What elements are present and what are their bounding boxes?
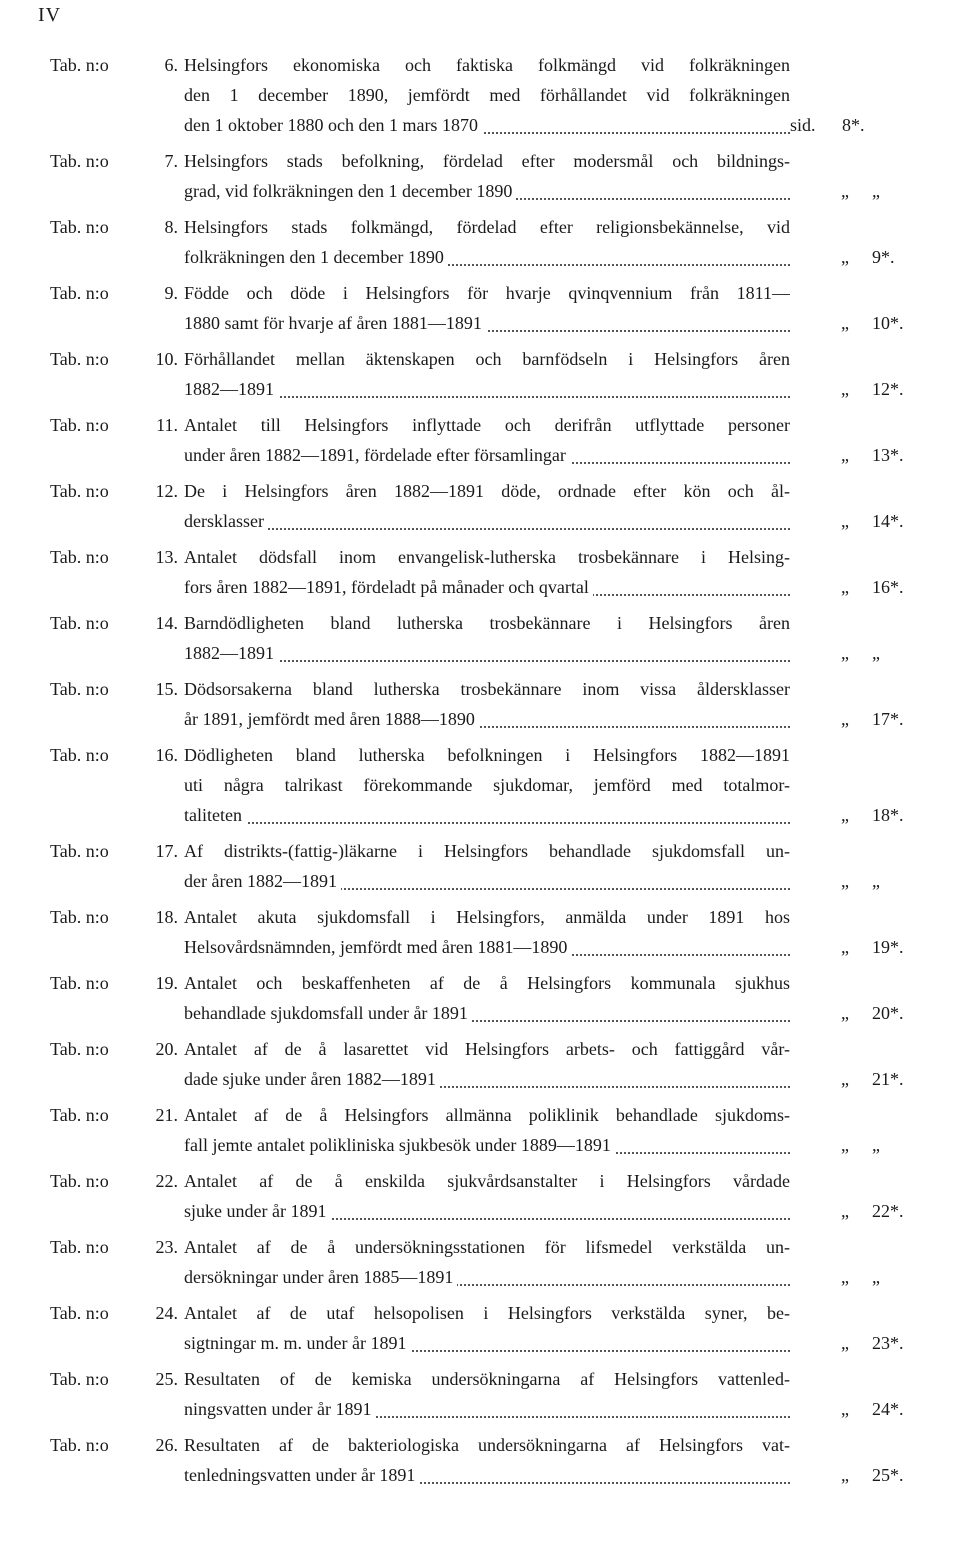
page-reference [790, 998, 930, 1028]
page-ref-number: „ [872, 643, 880, 663]
table-label [50, 50, 180, 80]
description-line: Antalet och beskaffenheten af de å Helsingfors kommunala sjukhus [184, 973, 790, 993]
table-description [184, 902, 790, 962]
toc-entry [50, 902, 930, 962]
table-number: 6. [164, 55, 178, 75]
table-number: 15. [155, 679, 178, 699]
description-line [184, 1196, 790, 1226]
page-ref-number: 18*. [872, 805, 904, 825]
description-text: fors åren 1882—1891, fördeladt på månader och qvartal [184, 577, 593, 597]
description-line [184, 998, 790, 1028]
toc-entry [50, 1100, 930, 1160]
description-text: sigtningar m. m. under år 1891 [184, 1333, 410, 1353]
table-label-prefix: Tab. n:o [50, 841, 109, 861]
table-description [184, 1100, 790, 1160]
toc-entry [50, 1298, 930, 1358]
table-label [50, 278, 180, 308]
table-of-contents [50, 50, 930, 1496]
page-reference [790, 932, 930, 962]
description-text: den 1 oktober 1880 och den 1 mars 1870 [184, 115, 482, 135]
table-label-prefix: Tab. n:o [50, 613, 109, 633]
table-label [50, 608, 180, 638]
table-label [50, 1232, 180, 1262]
table-label [50, 1034, 180, 1064]
description-line: Helsingfors stads folkmängd, fördelad efter religionsbekännelse, vid [184, 217, 790, 237]
toc-entry [50, 278, 930, 338]
description-line: Dödligheten bland lutherska befolkningen i Helsingfors 1882—1891 [184, 745, 790, 765]
table-label [50, 1430, 180, 1460]
table-label [50, 212, 180, 242]
table-description [184, 50, 790, 140]
table-label-prefix: Tab. n:o [50, 1303, 109, 1323]
description-text: der åren 1882—1891 [184, 871, 341, 891]
table-number: 11. [156, 415, 178, 435]
ditto-mark: „ [841, 1267, 849, 1287]
toc-entry [50, 674, 930, 734]
toc-entry [50, 1232, 930, 1292]
description-text: 1880 samt för hvarje af åren 1881—1891 [184, 313, 486, 333]
table-description [184, 1232, 790, 1292]
table-number: 17. [155, 841, 178, 861]
table-description [184, 740, 790, 830]
ditto-mark: „ [841, 1201, 849, 1221]
description-line [184, 638, 790, 668]
description-line: uti några talrikast förekommande sjukdomar, jemförd med totalmor- [184, 775, 790, 795]
table-label-prefix: Tab. n:o [50, 1237, 109, 1257]
table-label-prefix: Tab. n:o [50, 907, 109, 927]
table-label-prefix: Tab. n:o [50, 349, 109, 369]
description-text: under åren 1882—1891, fördelade efter församlingar [184, 445, 570, 465]
page-reference [790, 1064, 930, 1094]
table-number: 23. [155, 1237, 178, 1257]
table-description [184, 1298, 790, 1358]
page-ref-number: 8*. [842, 115, 865, 135]
table-description [184, 1034, 790, 1094]
toc-entry [50, 740, 930, 830]
description-line [184, 1064, 790, 1094]
table-label-prefix: Tab. n:o [50, 547, 109, 567]
table-label [50, 542, 180, 572]
page-ref-number: 9*. [872, 247, 895, 267]
description-line [184, 932, 790, 962]
page-ref-number: 22*. [872, 1201, 904, 1221]
description-text: tenledningsvatten under år 1891 [184, 1465, 419, 1485]
toc-entry [50, 50, 930, 140]
table-number: 14. [155, 613, 178, 633]
page-reference [790, 866, 930, 896]
table-label-prefix: Tab. n:o [50, 1369, 109, 1389]
description-line [184, 308, 790, 338]
page-ref-number: 12*. [872, 379, 904, 399]
page-ref-number: 23*. [872, 1333, 904, 1353]
description-text: grad, vid folkräkningen den 1 december 1890 [184, 181, 516, 201]
table-label-prefix: Tab. n:o [50, 679, 109, 699]
description-line: Barndödligheten bland lutherska trosbekännare i Helsingfors åren [184, 613, 790, 633]
table-label-prefix: Tab. n:o [50, 283, 109, 303]
table-number: 21. [155, 1105, 178, 1125]
description-text: dade sjuke under åren 1882—1891 [184, 1069, 440, 1089]
table-number: 18. [155, 907, 178, 927]
description-text: dersklasser [184, 511, 268, 531]
description-line [184, 440, 790, 470]
toc-entry [50, 1034, 930, 1094]
description-line: Födde och döde i Helsingfors för hvarje qvinqvennium från 1811— [184, 283, 790, 303]
toc-entry [50, 1364, 930, 1424]
table-description [184, 476, 790, 536]
ditto-mark: „ [841, 379, 849, 399]
ditto-mark: „ [841, 445, 849, 465]
table-description [184, 1166, 790, 1226]
ditto-mark: „ [841, 643, 849, 663]
ditto-mark: „ [841, 1135, 849, 1155]
table-label-prefix: Tab. n:o [50, 415, 109, 435]
table-label [50, 836, 180, 866]
description-text: 1882—1891 [184, 643, 278, 663]
ditto-mark: „ [841, 1465, 849, 1485]
description-line [184, 242, 790, 272]
description-text: sjuke under år 1891 [184, 1201, 330, 1221]
table-label [50, 674, 180, 704]
table-label [50, 1298, 180, 1328]
table-label [50, 344, 180, 374]
table-description [184, 212, 790, 272]
page-ref-number: „ [872, 1267, 880, 1287]
description-line [184, 1130, 790, 1160]
table-number: 26. [155, 1435, 178, 1455]
table-number: 25. [155, 1369, 178, 1389]
ditto-mark: „ [841, 181, 849, 201]
table-label [50, 476, 180, 506]
table-label [50, 146, 180, 176]
table-number: 8. [164, 217, 178, 237]
table-label [50, 1166, 180, 1196]
table-description [184, 146, 790, 206]
dot-leader [184, 822, 790, 824]
page-reference [790, 1460, 930, 1490]
toc-entry [50, 968, 930, 1028]
table-label-prefix: Tab. n:o [50, 1105, 109, 1125]
ditto-mark: „ [841, 247, 849, 267]
description-text: behandlade sjukdomsfall under år 1891 [184, 1003, 472, 1023]
description-line [184, 506, 790, 536]
toc-entry [50, 344, 930, 404]
description-line: Antalet af de å Helsingfors allmänna poliklinik behandlade sjukdoms- [184, 1105, 790, 1125]
page-ref-number: 20*. [872, 1003, 904, 1023]
description-line [184, 1394, 790, 1424]
table-label-prefix: Tab. n:o [50, 973, 109, 993]
description-line [184, 866, 790, 896]
ditto-mark: „ [841, 1333, 849, 1353]
page-reference [790, 800, 930, 830]
description-text: dersökningar under åren 1885—1891 [184, 1267, 457, 1287]
page-reference [790, 242, 930, 272]
table-label-prefix: Tab. n:o [50, 217, 109, 237]
description-line: Antalet dödsfall inom envangelisk-lutherska trosbekännare i Helsing- [184, 547, 790, 567]
page-ref-number: „ [872, 1135, 880, 1155]
toc-entry [50, 608, 930, 668]
description-line [184, 572, 790, 602]
description-line: De i Helsingfors åren 1882—1891 döde, ordnade efter kön och ål- [184, 481, 790, 501]
table-label-prefix: Tab. n:o [50, 481, 109, 501]
table-number: 7. [164, 151, 178, 171]
description-line: Helsingfors stads befolkning, fördelad efter modersmål och bildnings- [184, 151, 790, 171]
page-reference [790, 176, 930, 206]
toc-entry [50, 476, 930, 536]
table-description [184, 1364, 790, 1424]
page-reference [790, 704, 930, 734]
description-text: folkräkningen den 1 december 1890 [184, 247, 448, 267]
page-reference [790, 1394, 930, 1424]
table-number: 9. [164, 283, 178, 303]
page-reference [790, 440, 930, 470]
table-number: 19. [155, 973, 178, 993]
table-label [50, 740, 180, 770]
table-description [184, 344, 790, 404]
page-reference [790, 506, 930, 536]
page-ref-number: 17*. [872, 709, 904, 729]
ditto-mark: „ [841, 577, 849, 597]
description-line: Antalet till Helsingfors inflyttade och derifrån utflyttade personer [184, 415, 790, 435]
description-line: den 1 december 1890, jemfördt med förhållandet vid folkräkningen [184, 85, 790, 105]
page-reference [790, 572, 930, 602]
description-line: Antalet af de utaf helsopolisen i Helsingfors verkstälda syner, be- [184, 1303, 790, 1323]
description-line [184, 704, 790, 734]
toc-entry [50, 1166, 930, 1226]
table-description [184, 278, 790, 338]
table-label [50, 1364, 180, 1394]
ditto-mark: „ [841, 1069, 849, 1089]
table-label [50, 902, 180, 932]
dot-leader [184, 528, 790, 530]
page-reference [790, 1130, 930, 1160]
toc-entry [50, 410, 930, 470]
description-line [184, 176, 790, 206]
description-line [184, 110, 790, 140]
table-number: 22. [155, 1171, 178, 1191]
table-label [50, 1100, 180, 1130]
table-label-prefix: Tab. n:o [50, 1435, 109, 1455]
description-line [184, 1262, 790, 1292]
description-text: taliteten [184, 805, 246, 825]
description-line: Antalet af de å enskilda sjukvårdsanstalter i Helsingfors vårdade [184, 1171, 790, 1191]
description-line: Antalet af de å lasarettet vid Helsingfors arbets- och fattiggård vår- [184, 1039, 790, 1059]
page-ref-number: 21*. [872, 1069, 904, 1089]
ditto-mark: „ [841, 1399, 849, 1419]
table-label-prefix: Tab. n:o [50, 55, 109, 75]
toc-entry [50, 836, 930, 896]
ditto-mark: „ [841, 709, 849, 729]
ditto-mark: „ [841, 313, 849, 333]
page-ref-number: 16*. [872, 577, 904, 597]
table-description [184, 542, 790, 602]
table-label [50, 968, 180, 998]
table-description [184, 674, 790, 734]
page-ref-number: 14*. [872, 511, 904, 531]
description-text: Helsovårdsnämnden, jemfördt med åren 1881—1890 [184, 937, 571, 957]
table-number: 20. [155, 1039, 178, 1059]
table-number: 13. [155, 547, 178, 567]
description-line: Resultaten af de bakteriologiska undersökningarna af Helsingfors vat- [184, 1435, 790, 1455]
description-text: fall jemte antalet polikliniska sjukbesök under 1889—1891 [184, 1135, 615, 1155]
description-line [184, 1328, 790, 1358]
description-line [184, 800, 790, 830]
table-label [50, 410, 180, 440]
table-description [184, 1430, 790, 1490]
toc-entry [50, 542, 930, 602]
table-number: 12. [155, 481, 178, 501]
description-line: Förhållandet mellan äktenskapen och barnfödseln i Helsingfors åren [184, 349, 790, 369]
ditto-mark: „ [841, 937, 849, 957]
description-line: Dödsorsakerna bland lutherska trosbekännare inom vissa åldersklasser [184, 679, 790, 699]
description-line: Af distrikts-(fattig-)läkarne i Helsingfors behandlade sjukdomsfall un- [184, 841, 790, 861]
table-label-prefix: Tab. n:o [50, 151, 109, 171]
toc-entry [50, 1430, 930, 1490]
toc-entry [50, 212, 930, 272]
page-reference [790, 638, 930, 668]
table-number: 24. [155, 1303, 178, 1323]
table-description [184, 968, 790, 1028]
description-line: Antalet af de å undersökningsstationen för lifsmedel verkstälda un- [184, 1237, 790, 1257]
page-ref-number: 10*. [872, 313, 904, 333]
page-prefix: sid. [790, 115, 816, 135]
ditto-mark: „ [841, 871, 849, 891]
page-ref-number: 13*. [872, 445, 904, 465]
ditto-mark: „ [841, 805, 849, 825]
page-reference [790, 374, 930, 404]
description-text: 1882—1891 [184, 379, 278, 399]
page-reference [790, 308, 930, 338]
table-label-prefix: Tab. n:o [50, 745, 109, 765]
page-reference [790, 1262, 930, 1292]
description-text: ningsvatten under år 1891 [184, 1399, 375, 1419]
page-reference [790, 110, 930, 140]
description-line: Resultaten of de kemiska undersökningarna af Helsingfors vattenled- [184, 1369, 790, 1389]
ditto-mark: „ [841, 511, 849, 531]
table-number: 10. [155, 349, 178, 369]
page-ref-number: 25*. [872, 1465, 904, 1485]
table-description [184, 836, 790, 896]
description-text: år 1891, jemfördt med åren 1888—1890 [184, 709, 479, 729]
table-label-prefix: Tab. n:o [50, 1039, 109, 1059]
table-description [184, 410, 790, 470]
page-ref-number: „ [872, 871, 880, 891]
description-line [184, 374, 790, 404]
description-line: Antalet akuta sjukdomsfall i Helsingfors, anmälda under 1891 hos [184, 907, 790, 927]
table-label-prefix: Tab. n:o [50, 1171, 109, 1191]
page-ref-number: 19*. [872, 937, 904, 957]
page-reference [790, 1196, 930, 1226]
page-reference [790, 1328, 930, 1358]
ditto-mark: „ [841, 1003, 849, 1023]
toc-entry [50, 146, 930, 206]
table-description [184, 608, 790, 668]
description-line: Helsingfors ekonomiska och faktiska folkmängd vid folkräkningen [184, 55, 790, 75]
page-ref-number: 24*. [872, 1399, 904, 1419]
description-line [184, 1460, 790, 1490]
table-number: 16. [155, 745, 178, 765]
page-ref-number: „ [872, 181, 880, 201]
page-number: IV [38, 4, 62, 26]
